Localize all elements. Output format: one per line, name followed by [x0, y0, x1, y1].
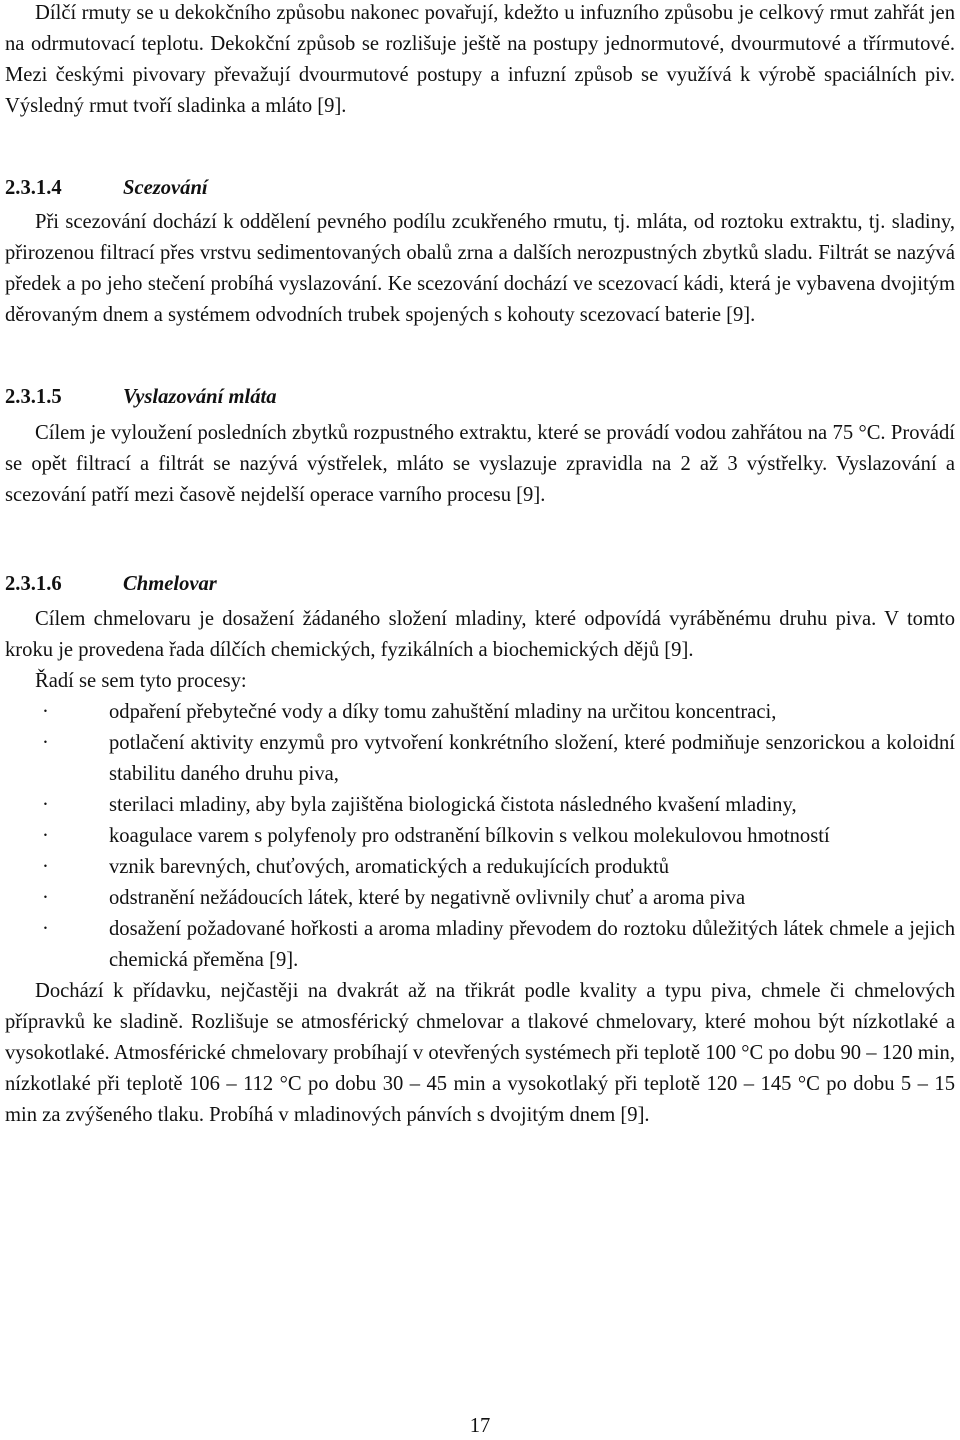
list-item: · dosažení požadované hořkosti a aroma mladiny převodem do roztoku důležitých látek chmele a jejich chemická přeměna [9].	[5, 914, 955, 976]
section-title: Scezování	[123, 177, 208, 199]
chmelovar-paragraph: Cílem chmelovaru je dosažení žádaného složení mladiny, které odpovídá vyráběnému druhu piva. V tomto kroku je provedena řada dílčích chemických, fyzikálních a biochemických dějů [9].	[5, 608, 955, 661]
section-heading-scezovani	[5, 173, 955, 204]
process-list	[5, 697, 955, 976]
page-number: 17	[469, 1415, 491, 1437]
list-intro: Řadí se sem tyto procesy:	[35, 670, 247, 692]
section-title: Vyslazování mláta	[123, 386, 277, 408]
document-page	[5, 0, 955, 1131]
section-number: 2.3.1.6	[5, 573, 62, 595]
list-item: · odpaření přebytečné vody a díky tomu zahuštění mladiny na určitou koncentraci,	[5, 697, 955, 728]
list-item: · potlačení aktivity enzymů pro vytvoření konkrétního složení, které podmiňuje senzorickou a koloidní stabilitu daného druhu piva,	[5, 728, 955, 790]
list-item: · odstranění nežádoucích látek, které by negativně ovlivnily chuť a aroma piva	[5, 883, 955, 914]
bullet-icon: ·	[42, 794, 49, 816]
bullet-icon: ·	[42, 732, 49, 754]
bullet-icon: ·	[42, 918, 49, 940]
bullet-icon: ·	[42, 856, 49, 878]
bullet-icon: ·	[42, 701, 49, 723]
section-heading-chmelovar	[5, 569, 955, 600]
bullet-icon: ·	[42, 887, 49, 909]
scezovani-paragraph: Při scezování dochází k oddělení pevného podílu zcukřeného rmutu, tj. mláta, od roztoku extraktu, tj. sladiny, přirozenou filtrací přes vrstvu sedimentovaných obalů zrna a dalších nerozpustných zbytků sladu. Filtrát se nazývá předek a po jeho stečení probíhá vyslazování. Ke scezování dochází ve scezovací kádi, která je vybavena dvojitým děrovaným dnem a systémem odvodních trubek spojených s kohouty scezovací baterie [9].	[5, 211, 955, 326]
section-heading-vyslazovani	[5, 382, 955, 413]
chmelovar-closing-paragraph: Dochází k přídavku, nejčastěji na dvakrát až na třikrát podle kvality a typu piva, chmele či chmelových přípravků ke sladině. Rozlišuje se atmosférický chmelovar a tlakové chmelovary, které mohou být nízkotlaké a vysokotlaké. Atmosférické chmelovary probíhají v otevřených systémech při teplotě 100 °C po dobu 90 – 120 min, nízkotlaké při teplotě 106 – 112 °C po dobu 30 – 45 min a vysokotlaký při teplotě 120 – 145 °C po dobu 5 – 15 min za zvýšeného tlaku. Probíhá v mladinových pánvích s dvojitým dnem [9].	[5, 980, 955, 1126]
intro-paragraph: Dílčí rmuty se u dekokčního způsobu nakonec povařují, kdežto u infuzního způsobu je celkový rmut zahřát jen na odrmutovací teplotu. Dekokční způsob se rozlišuje ještě na postupy jednormutové, dvourmutové a třírmutové. Mezi českými pivovary převažují dvourmutové postupy a infuzní způsob se využívá k výrobě spaciálních piv. Výsledný rmut tvoří sladinka a mláto [9].	[5, 2, 955, 117]
list-item: · koagulace varem s polyfenoly pro odstranění bílkovin s velkou molekulovou hmotností	[5, 821, 955, 852]
section-number: 2.3.1.5	[5, 386, 62, 408]
vyslazovani-paragraph: Cílem je vyloužení posledních zbytků rozpustného extraktu, které se provádí vodou zahřátou na 75 °C. Provádí se opět filtrací a filtrát se nazývá výstřelek, mláto se vyslazuje zpravidla na 2 až 3 výstřelky. Vyslazování a scezování patří mezi časově nejdelší operace varního procesu [9].	[5, 422, 955, 506]
list-item: · vznik barevných, chuťových, aromatických a redukujících produktů	[5, 852, 955, 883]
section-number: 2.3.1.4	[5, 177, 62, 199]
section-title: Chmelovar	[123, 573, 217, 595]
bullet-icon: ·	[42, 825, 49, 847]
list-item: · sterilaci mladiny, aby byla zajištěna biologická čistota následného kvašení mladiny,	[5, 790, 955, 821]
